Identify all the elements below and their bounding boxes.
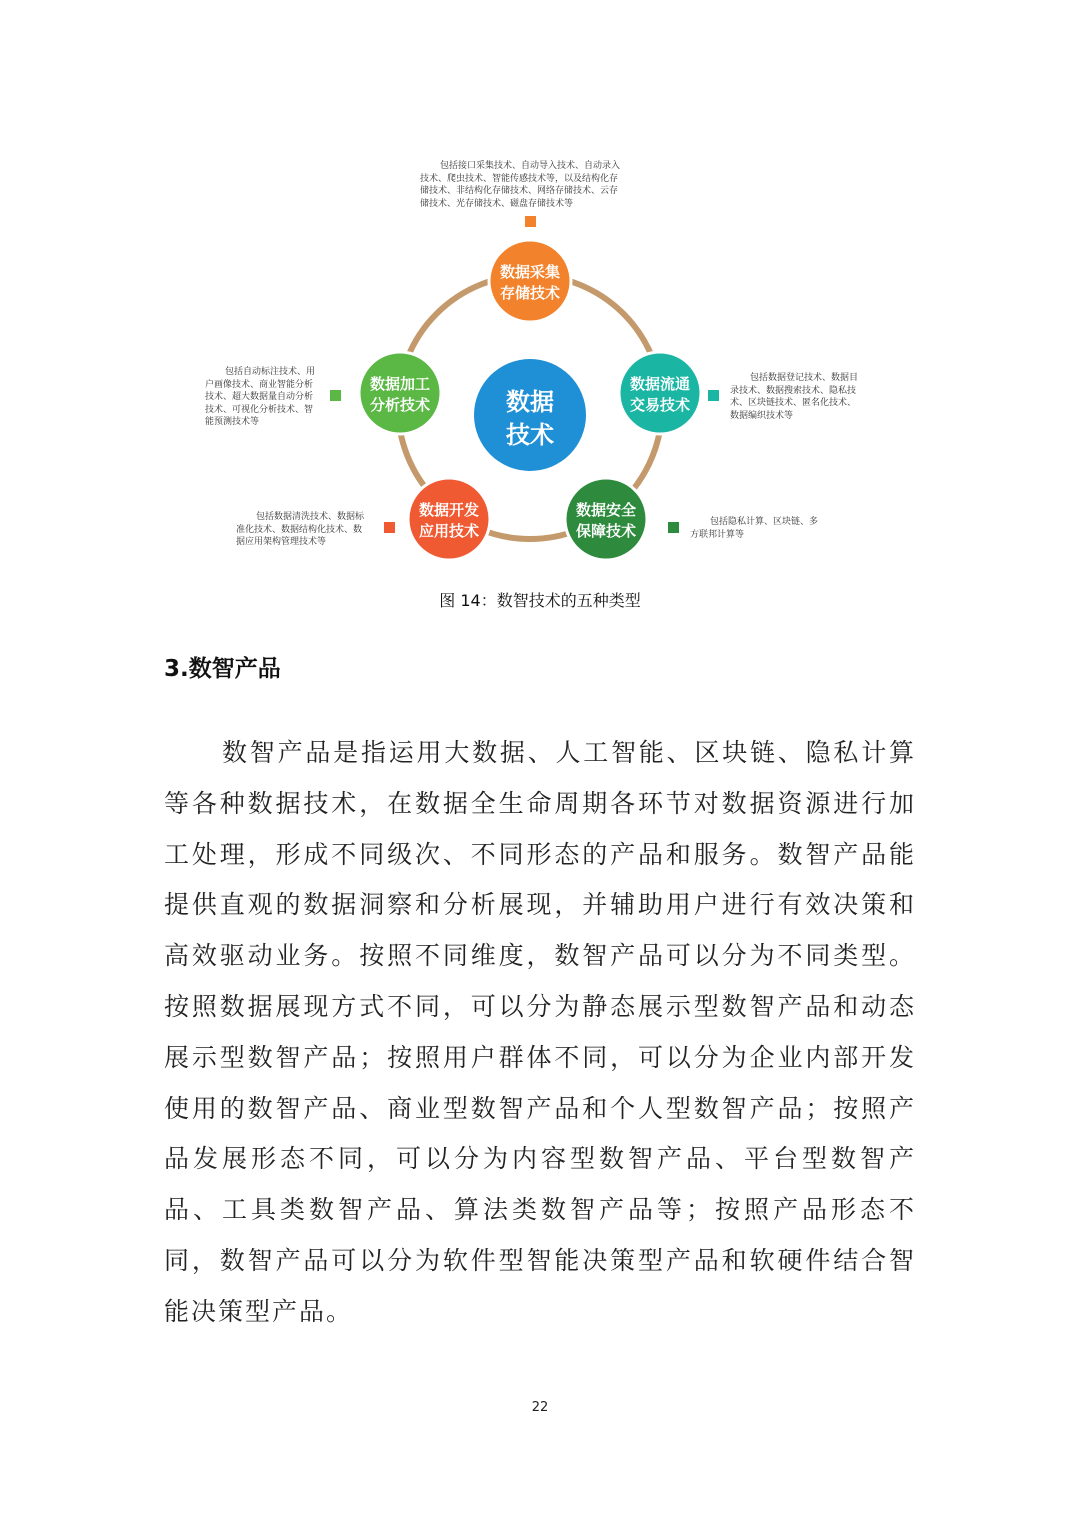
node-label-line2: 应用技术 [418,522,480,540]
description-development-application: 包括数据清洗技术、数据标 准化技术、数据结构化技术、数 据应用架构管理技术等 [236,512,365,547]
description-circulation-trade: 包括数据登记技术、数据目 录技术、数据搜索技术、隐私技 术、区块链技术、匿名化技术、 数据编织技术等 [730,373,859,421]
section-title: 3.数智产品 [164,656,281,682]
node-label-line1: 数据加工 [369,375,431,393]
node-marker [525,216,536,227]
node-data-development-application [384,478,490,560]
node-data-processing-analysis [330,352,441,434]
node-marker [668,522,679,533]
node-label-line2: 保障技术 [575,522,637,540]
node-data-collection-storage [489,216,571,322]
node-label-line2: 分析技术 [369,396,431,414]
technology-types-diagram [0,0,1080,580]
description-processing-analysis: 包括自动标注技术、用 户画像技术、商业智能分析 技术、超大数据量自动分析 技术、可视化分析技术、智 能预测技术等 [205,367,316,427]
center-label-line2: 技术 [506,421,554,449]
body-paragraph: 数智产品是指运用大数据、人工智能、区块链、隐私计算等各种数据技术，在数据全生命周期各环节对数据资源进行加工处理，形成不同级次、不同形态的产品和服务。数智产品能提供直观的数据洞察和分析展现，并辅助用户进行有效决策和高效驱动业务。按照不同维度，数智产品可以分为不同类型。按照数据展现方式不同，可以分为静态展示型数智产品和动态展示型数智产品；按照用户群体不同，可以分为企业内部开发使用的数智产品、商业型数智产品和个人型数智产品；按照产品发展形态不同，可以分为内容型数智产品、平台型数智产品、工具类数智产品、算法类数智产品等；按照产品形态不同，数智产品可以分为软件型智能决策型产品和软硬件结合智能决策型产品。 [164,738,916,1326]
node-label-line1: 数据流通 [629,375,691,393]
page-number: 22 [531,1400,549,1415]
center-circle [474,359,586,471]
node-data-security [565,478,679,560]
node-label-line1: 数据采集 [499,263,561,281]
node-label-line1: 数据安全 [575,501,637,519]
node-label-line2: 交易技术 [629,396,691,414]
node-data-circulation-trade [619,352,719,434]
description-collection-storage: 包括接口采集技术、自动导入技术、自动录入 技术、爬虫技术、智能传感技术等，以及结构化存 储技术、非结构化存储技术、网络存储技术、云存 储技术、光存储技术、磁盘存储技术等 [420,161,621,209]
node-label-line1: 数据开发 [418,501,480,519]
description-security: 包括隐私计算、区块链、多 方联邦计算等 [690,517,819,540]
figure-caption: 图 14：数智技术的五种类型 [439,591,641,610]
center-label-line1: 数据 [506,388,554,416]
node-marker [708,390,719,401]
node-label-line2: 存储技术 [499,284,561,302]
